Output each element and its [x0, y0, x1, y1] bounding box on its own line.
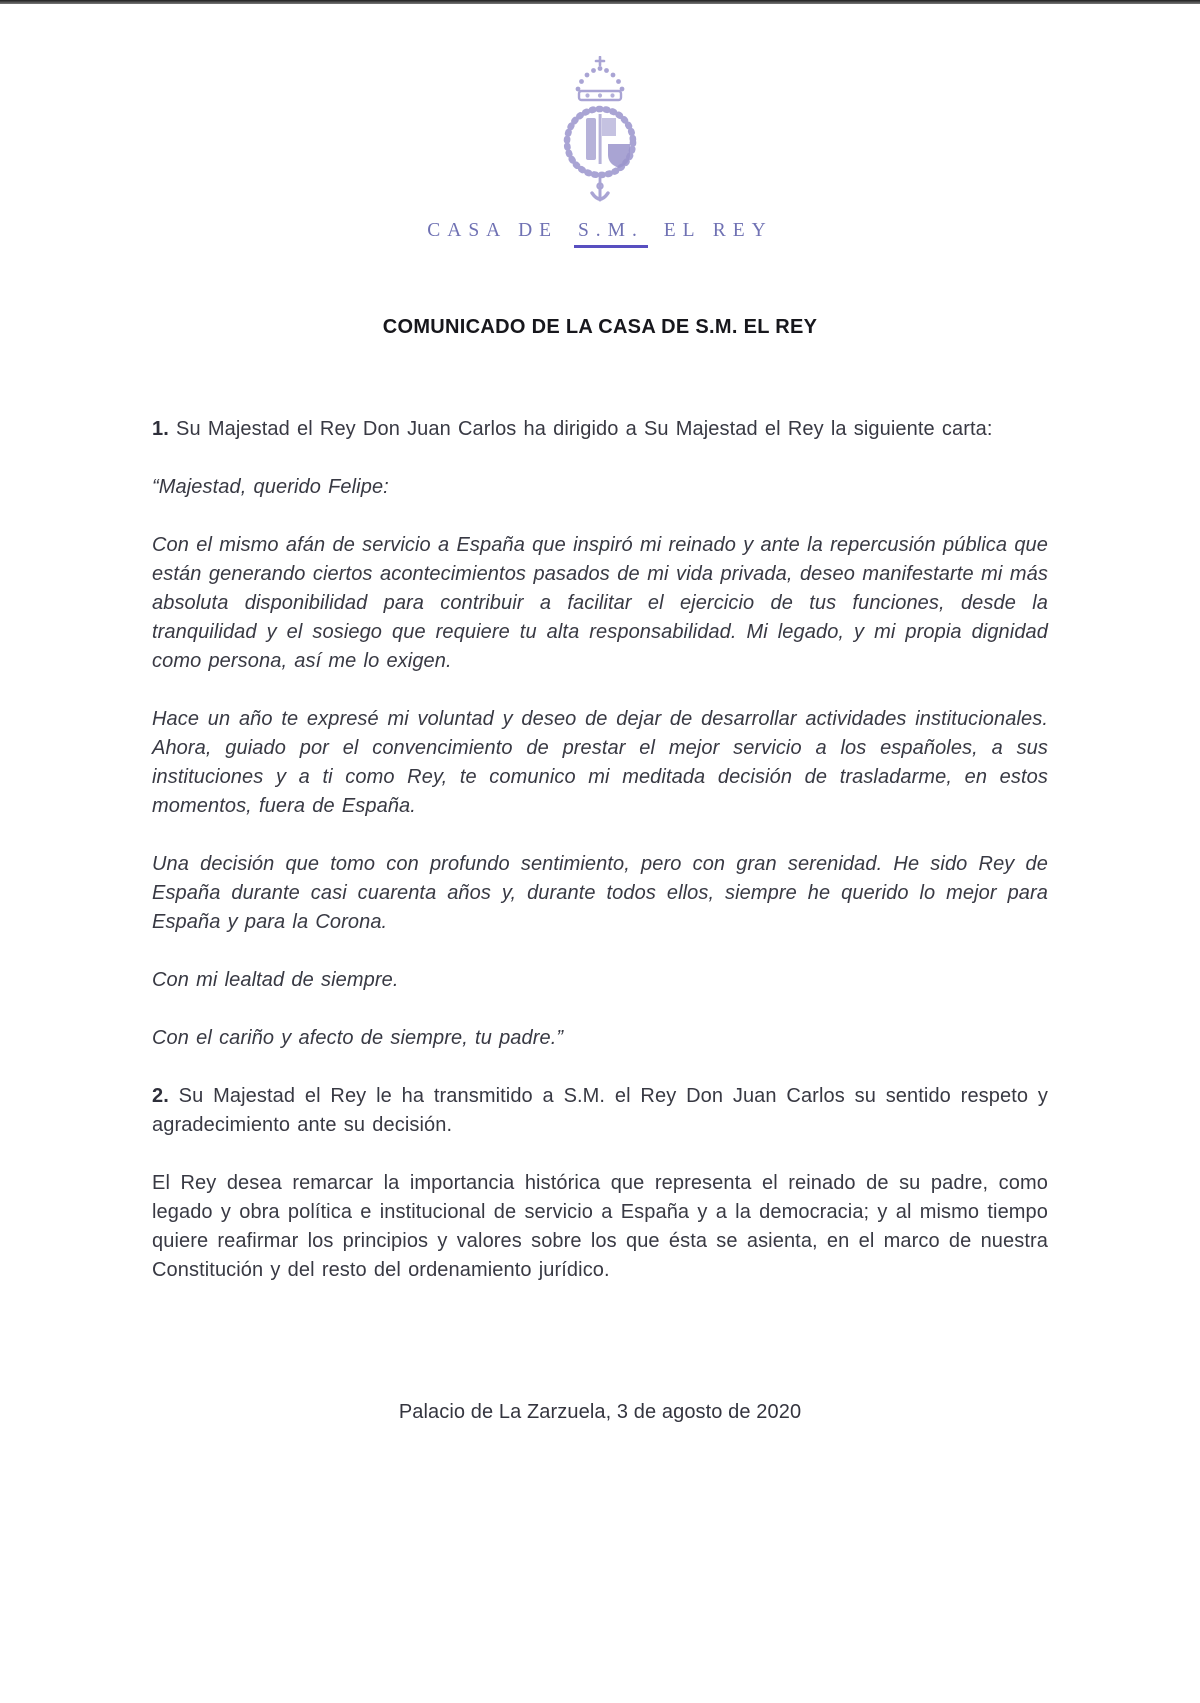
org-wordmark-sm-underlined: S.M. [574, 220, 648, 248]
paragraph-number: 2. [152, 1085, 179, 1107]
paragraph-number: 1. [152, 418, 177, 440]
org-wordmark-part: EL REY [663, 220, 773, 241]
paragraph: Con el mismo afán de servicio a España que inspiró mi reinado y ante la repercusión pública que están generando ciertos acontecimientos pasados de mi vida privada, deseo manifestarte mi más absoluta disponibilidad para contribuir a facilitar el ejercicio de tus funciones, desde la tranquilidad y el sosiego que requiere tu alta responsabilidad. Mi legado, y mi propia dignidad como persona, así me lo exigen. [152, 534, 1048, 672]
date-line: Palacio de La Zarzuela, 3 de agosto de 2020 [398, 1401, 802, 1423]
paragraph: Hace un año te expresé mi voluntad y deseo de dejar de desarrollar actividades institucionales. Ahora, guiado por el convencimiento de prestar el mejor servicio a los españoles, a sus instituciones y a ti como Rey, te comunico mi meditada decisión de trasladarme, en estos momentos, fuera de España. [152, 708, 1048, 817]
letter-body [0, 339, 1200, 1285]
paragraph: El Rey desea remarcar la importancia histórica que representa el reinado de su padre, como legado y obra política e institucional de servicio a España y a la democracia; y al mismo tiempo quiere reafirmar los principios y valores sobre los que ésta se asienta, en el marco de nuestra Constitución y del resto del ordenamiento jurídico. [152, 1172, 1048, 1281]
numbered-paragraph: 1. Su Majestad el Rey Don Juan Carlos ha dirigido a Su Majestad el Rey la siguiente carta: [152, 418, 993, 440]
document-header [0, 4, 1200, 242]
paragraph: “Majestad, querido Felipe: [152, 476, 389, 498]
paragraph: Una decisión que tomo con profundo sentimiento, pero con gran serenidad. He sido Rey de España durante casi cuarenta años y, durante todos ellos, siempre he querido lo mejor para España y para la Corona. [152, 853, 1048, 933]
document-title: COMUNICADO DE LA CASA DE S.M. EL REY [382, 316, 818, 338]
paragraph: Con el cariño y afecto de siempre, tu padre.” [152, 1027, 564, 1049]
numbered-paragraph: 2. Su Majestad el Rey le ha transmitido a S.M. el Rey Don Juan Carlos su sentido respeto y agradecimiento ante su decisión. [152, 1085, 1048, 1136]
org-wordmark [0, 220, 1200, 242]
royal-crest-icon [537, 56, 663, 208]
org-wordmark-part: CASA DE [427, 220, 559, 241]
paragraph: Con mi lealtad de siempre. [152, 969, 399, 991]
